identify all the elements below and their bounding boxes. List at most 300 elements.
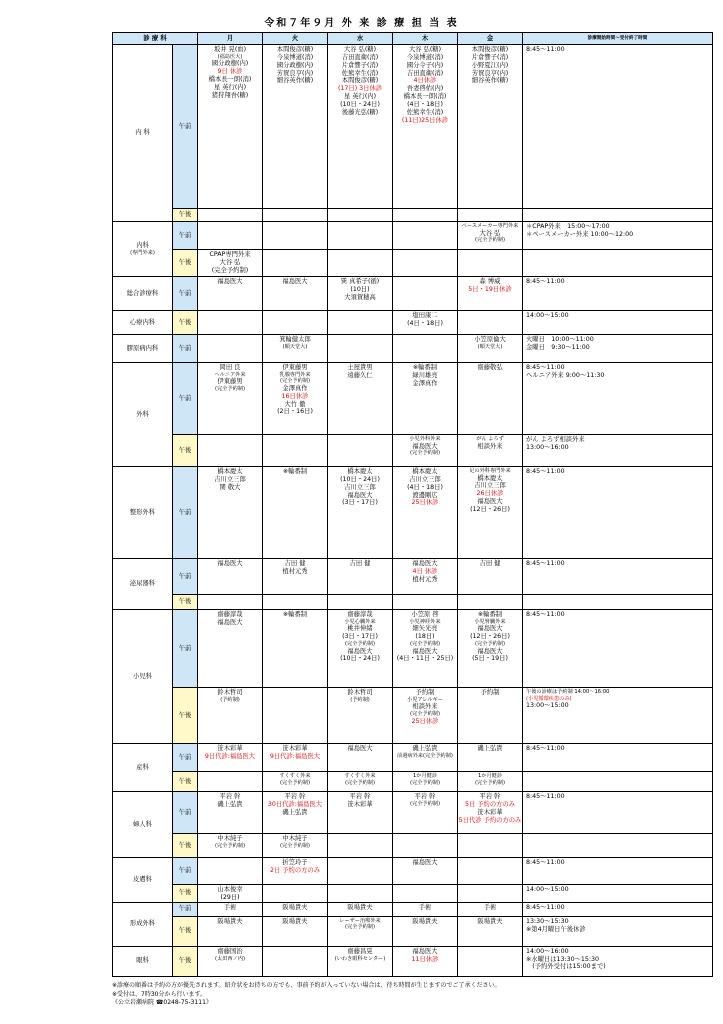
cell-line: 8:45～11:00	[526, 560, 565, 567]
doctor-cell-mon	[198, 559, 263, 595]
cell-line: 吉田直衛(消)	[406, 69, 444, 77]
session-morning: 午前	[173, 858, 198, 885]
cell-line: 吉川立三郎	[409, 475, 441, 483]
department-label: 眼科	[136, 957, 149, 965]
doctor-cell-thu	[393, 885, 458, 903]
cell-line: (4日・18日)	[407, 101, 443, 109]
hours-cell	[523, 595, 713, 610]
doctor-cell-mon	[198, 885, 263, 903]
cell-line: 8:45～11:00	[526, 364, 565, 371]
cell-line: CPAP専門外来	[209, 251, 251, 258]
cell-line: 14:00～15:00	[526, 886, 569, 893]
doctor-cell-wed	[328, 250, 393, 277]
cell-line: (18日)	[415, 633, 435, 641]
doctor-cell-wed	[328, 45, 393, 209]
doctor-cell-tue	[263, 744, 328, 772]
cell-line: (10日・24日)	[340, 101, 380, 109]
doctor-cell-thu	[393, 311, 458, 335]
schedule-row	[113, 792, 713, 834]
cell-line: (29日)	[220, 893, 240, 901]
cell-line: 齋藤淳哉	[217, 611, 243, 618]
doctor-cell-fri	[458, 688, 523, 744]
cell-line: 4日休診	[413, 77, 437, 85]
doctor-cell-mon	[198, 688, 263, 744]
cell-line: 8:45～11:00	[526, 611, 565, 618]
cell-line: (完全予約制)	[345, 924, 375, 931]
cell-line: ※第4月曜日午後休診	[526, 925, 586, 933]
cell-line: ※輪番制	[412, 364, 438, 371]
schedule-row	[113, 834, 713, 858]
cell-line: 阪場貴夫	[282, 903, 308, 911]
doctor-cell-mon	[198, 363, 263, 435]
cell-line: 福島医大	[412, 647, 438, 655]
department-name	[113, 559, 173, 610]
cell-line: 今泉博道(消)	[406, 53, 444, 61]
cell-line: 吉田 健	[349, 560, 371, 567]
session-morning: 午前	[173, 744, 198, 772]
cell-line: (完全予約制)	[345, 641, 375, 648]
doctor-cell-thu	[393, 222, 458, 250]
cell-line: 5日・19日休診	[468, 285, 512, 293]
doctor-cell-wed	[328, 311, 393, 335]
cell-line: 吉川立三郎	[474, 482, 506, 490]
doctor-cell-tue	[263, 222, 328, 250]
cell-line: 伊東藤男	[217, 378, 243, 386]
cell-line: 國分令子(内)	[406, 61, 444, 69]
department-label: 心療内科	[129, 318, 156, 326]
doctor-cell-tue	[263, 688, 328, 744]
session-morning: 午前	[173, 335, 198, 363]
cell-line: 星 英行(内)	[213, 83, 247, 91]
cell-line: 小児神経外来	[409, 618, 441, 625]
footer-notes	[112, 982, 712, 1008]
session-morning: 午前	[173, 222, 198, 250]
department-label: 小児科	[133, 672, 152, 680]
cell-line: (10日・24日)	[340, 655, 380, 663]
cell-line: 星 英行(内)	[343, 93, 377, 101]
cell-line: 笹木彩華	[282, 745, 308, 752]
doctor-cell-mon	[198, 916, 263, 946]
cell-line: 阪場貴夫	[347, 903, 373, 911]
cell-line: 植村元秀	[282, 567, 308, 575]
hours-cell	[523, 435, 713, 467]
doctor-cell-mon	[198, 250, 263, 277]
doctor-cell-fri	[458, 916, 523, 946]
cell-line: 小児アレルギー	[407, 696, 443, 703]
cell-line: 小笠原倫大	[474, 336, 506, 343]
doctor-cell-mon	[198, 834, 263, 858]
schedule-row	[113, 467, 713, 559]
cell-line: 齋藤国治	[217, 947, 243, 955]
cell-line: (完全予約制)	[211, 266, 249, 274]
cell-line: (完全予約制)	[475, 237, 505, 244]
doctor-cell-thu	[393, 335, 458, 363]
cell-line: 小笠原 啓	[411, 611, 439, 618]
cell-line: 福島医大	[217, 560, 243, 567]
session-afternoon: 午後	[173, 209, 198, 222]
cell-line: (完全予約制)	[215, 386, 245, 393]
cell-line: 國分政樹(内)	[276, 61, 314, 69]
cell-line: 吉田 健	[479, 560, 501, 567]
doctor-cell-fri	[458, 363, 523, 435]
cell-line: 11日休診	[411, 955, 439, 963]
hours-cell	[523, 45, 713, 209]
doctor-cell-tue	[263, 311, 328, 335]
schedule-row	[113, 311, 713, 335]
doctor-cell-mon	[198, 772, 263, 792]
department-name	[113, 335, 173, 363]
doctor-cell-fri	[458, 45, 523, 209]
cell-line: 14:00～16:00	[526, 947, 569, 955]
doctor-cell-wed	[328, 467, 393, 559]
cell-line: 土屋貴男	[347, 364, 373, 371]
cell-line: 福島医大	[347, 647, 373, 655]
department-name	[113, 902, 173, 946]
cell-line: (4日・11日・25日)	[396, 655, 454, 663]
cell-line: (完全予約制)	[280, 779, 310, 786]
session-afternoon: 午後	[173, 688, 198, 744]
cell-line: 齋藤昌晃	[347, 947, 373, 955]
cell-line: (予約制)	[220, 696, 240, 703]
header-hours: 診療開始時間～受付終了時間	[523, 33, 713, 45]
cell-line: (順天堂大)	[282, 343, 308, 350]
cell-line: 吾妻啓佑(内)	[406, 85, 444, 93]
schedule-row	[113, 335, 713, 363]
department-label: 産科	[136, 763, 149, 771]
doctor-cell-wed	[328, 772, 393, 792]
hours-cell	[523, 885, 713, 903]
hours-cell	[523, 688, 713, 744]
schedule-row	[113, 772, 713, 792]
cell-line: 中木純子	[282, 835, 308, 842]
schedule-row	[113, 363, 713, 435]
cell-line: ペースメーカー専門外来	[461, 223, 519, 229]
cell-line: 阪場貴夫	[412, 917, 438, 925]
doctor-cell-wed	[328, 834, 393, 858]
cell-line: (4日・18日)	[407, 319, 443, 327]
cell-line: 大谷 弘(糖)	[343, 46, 377, 53]
doctor-cell-wed	[328, 222, 393, 250]
doctor-cell-tue	[263, 858, 328, 885]
cell-line: 小児心臓外来	[344, 618, 376, 625]
cell-line: 福島医大	[477, 647, 503, 655]
doctor-cell-wed	[328, 610, 393, 688]
cell-line: 磯上弘貴	[217, 800, 243, 808]
cell-line: 平岩 幹	[284, 793, 306, 800]
doctor-cell-fri	[458, 902, 523, 916]
cell-line: 中木純子	[217, 835, 243, 842]
cell-line: 細矢光亮	[412, 625, 438, 633]
cell-line: 26日休診	[476, 490, 504, 498]
note-line: 《公立岩瀬病院 ☎0248-75-3111》	[112, 999, 212, 1007]
schedule-row	[113, 559, 713, 595]
doctor-cell-wed	[328, 335, 393, 363]
doctor-cell-tue	[263, 277, 328, 311]
session-morning: 午前	[173, 902, 198, 916]
cell-line: 福島医大	[347, 745, 373, 752]
schedule-row	[113, 688, 713, 744]
cell-line: 13:30～15:30	[526, 917, 569, 925]
session-afternoon: 午後	[173, 250, 198, 277]
doctor-cell-tue	[263, 610, 328, 688]
cell-line: 坂井 晃(血)	[213, 46, 247, 53]
schedule-row	[113, 858, 713, 885]
cell-line: 福島医大	[412, 947, 438, 955]
cell-line: 佐熊幸生(消)	[406, 108, 444, 116]
session-morning: 午前	[173, 277, 198, 311]
schedule-table	[112, 32, 713, 977]
cell-line: ＊ペースメーカー外来 10:00～12:00	[526, 230, 634, 238]
cell-line: 関 敬大	[219, 483, 241, 491]
cell-line: (予約外受付は15:00まで)	[526, 963, 606, 971]
schedule-row	[113, 902, 713, 916]
cell-line: 橋本長一朗(消)	[403, 93, 447, 101]
doctor-cell-fri	[458, 834, 523, 858]
cell-line: 小野夏江(内)	[471, 61, 509, 69]
cell-line: 細谷英作(糖)	[471, 77, 509, 85]
cell-line: (3日・17日)	[342, 499, 378, 507]
hours-cell	[523, 311, 713, 335]
session-morning: 午前	[173, 792, 198, 834]
department-label: 総合診療科	[126, 289, 159, 297]
doctor-cell-fri	[458, 435, 523, 467]
department-label: 内科	[136, 241, 149, 249]
department-label: 内 科	[135, 129, 150, 137]
cell-line: 8:45～11:00	[526, 903, 565, 911]
doctor-cell-mon	[198, 792, 263, 834]
department-name	[113, 363, 173, 467]
cell-line: 30日代診:福島医大	[267, 800, 323, 808]
doctor-cell-fri	[458, 858, 523, 885]
header-day-thu: 木	[393, 33, 458, 45]
cell-line: 磯上弘貴	[477, 745, 503, 752]
cell-line: 本間俊彦(糖)	[341, 77, 379, 85]
doctor-cell-tue	[263, 209, 328, 222]
hours-cell	[523, 902, 713, 916]
doctor-cell-wed	[328, 277, 393, 311]
cell-line: ※水曜日は13:30～15:30	[526, 955, 600, 963]
cell-line: 福島医大	[217, 618, 243, 626]
department-label: 形成外科	[129, 920, 156, 928]
cell-line: 大谷 弘(糖)	[408, 46, 442, 53]
doctor-cell-wed	[328, 363, 393, 435]
cell-line: (完全予約制)	[410, 779, 440, 786]
cell-line: 8:45～11:00	[526, 793, 565, 800]
doctor-cell-tue	[263, 902, 328, 916]
doctor-cell-wed	[328, 209, 393, 222]
cell-line: 9日 休診	[217, 68, 243, 76]
cell-line: 吉川立三郎	[214, 475, 246, 483]
hours-cell	[523, 744, 713, 772]
cell-line: 火曜日 10:00～11:00	[526, 336, 594, 343]
hours-cell	[523, 467, 713, 559]
cell-line: 8:45～11:00	[526, 468, 565, 475]
doctor-cell-tue	[263, 363, 328, 435]
cell-line: 橋本長一朗(消)	[208, 76, 252, 84]
department-name	[113, 744, 173, 792]
department-name	[113, 946, 173, 976]
cell-line: 吉田直衛(消)	[341, 53, 379, 61]
cell-line: 8:45～11:00	[526, 46, 565, 53]
cell-line: 山本俊幸	[217, 886, 243, 893]
doctor-cell-wed	[328, 792, 393, 834]
doctor-cell-thu	[393, 916, 458, 946]
doctor-cell-wed	[328, 688, 393, 744]
doctor-cell-tue	[263, 946, 328, 976]
cell-line: 4日 休診	[412, 567, 438, 575]
doctor-cell-tue	[263, 559, 328, 595]
doctor-cell-tue	[263, 45, 328, 209]
session-morning: 午前	[173, 45, 198, 209]
hours-cell	[523, 772, 713, 792]
doctor-cell-fri	[458, 946, 523, 976]
hours-cell	[523, 277, 713, 311]
cell-line: 伊東藤男	[282, 364, 308, 371]
doctor-cell-tue	[263, 792, 328, 834]
cell-line: (順天堂大)	[477, 343, 503, 350]
session-afternoon: 午後	[173, 772, 198, 792]
doctor-cell-tue	[263, 467, 328, 559]
cell-line: 齋藤淳哉	[347, 611, 373, 618]
cell-line: 平岩 幹	[349, 793, 371, 800]
doctor-cell-thu	[393, 946, 458, 976]
doctor-cell-tue	[263, 335, 328, 363]
header-row	[113, 33, 713, 45]
hours-cell	[523, 335, 713, 363]
note-line: ※受付は、7時30分から行います。	[112, 990, 207, 998]
schedule-row	[113, 744, 713, 772]
doctor-cell-tue	[263, 772, 328, 792]
cell-line: (完全予約制)	[410, 450, 440, 457]
doctor-cell-wed	[328, 744, 393, 772]
cell-line: 遠藤久仁	[347, 371, 373, 379]
doctor-cell-fri	[458, 222, 523, 250]
cell-line: (完全予約制)	[410, 711, 440, 718]
cell-line: すくすく外来	[344, 773, 376, 779]
cell-line: 猪狩翔吾(糖)	[211, 91, 249, 99]
doctor-cell-fri	[458, 250, 523, 277]
cell-line: 桃井伸緒	[347, 625, 373, 633]
department-label: 皮膚科	[133, 875, 152, 883]
hours-cell	[523, 610, 713, 688]
cell-line: 折笠玲子	[282, 859, 308, 866]
cell-line: がん よろず相談外来	[526, 436, 585, 443]
cell-line: 金澤真作	[412, 379, 438, 387]
cell-line: レーザー治療外来	[339, 917, 381, 924]
doctor-cell-thu	[393, 688, 458, 744]
doctor-cell-fri	[458, 595, 523, 610]
session-morning: 午前	[173, 363, 198, 435]
cell-line: 予約制	[480, 689, 500, 696]
cell-line: (17日) 3日休診	[337, 85, 383, 93]
hours-cell	[523, 559, 713, 595]
cell-line: 8:45～11:00	[526, 745, 565, 752]
cell-line: 大谷 弘	[219, 258, 241, 266]
cell-line: 後藤光弘(糖)	[341, 108, 379, 116]
header-day-wed: 水	[328, 33, 393, 45]
hours-cell	[523, 363, 713, 435]
hours-cell	[523, 222, 713, 250]
cell-line: 14:00～15:00	[526, 312, 569, 319]
cell-line: 笹木彩華	[477, 808, 503, 816]
cell-line: 福島医大	[477, 625, 503, 633]
cell-line: ※輪番制	[477, 611, 503, 618]
cell-line: (11日)25日休診	[401, 116, 449, 124]
doctor-cell-thu	[393, 902, 458, 916]
cell-line: 8:45～11:00	[526, 278, 565, 285]
cell-line: (5日・19日)	[472, 655, 508, 663]
hours-cell	[523, 834, 713, 858]
schedule-row	[113, 222, 713, 250]
cell-line: 8:45～11:00	[526, 859, 565, 866]
schedule-row	[113, 595, 713, 610]
cell-line: 大竹 徹	[284, 400, 306, 408]
cell-line: 阪場貴夫	[282, 917, 308, 925]
page-title: 令和７年９月 外 来 診 療 担 当 表	[264, 18, 459, 29]
cell-line: 阪場貴夫	[217, 917, 243, 925]
cell-line: 齋藤敬弘	[477, 364, 503, 371]
cell-line: 阪場貴夫	[477, 917, 503, 925]
cell-line: 本間俊彦(糖)	[471, 46, 509, 53]
doctor-cell-fri	[458, 792, 523, 834]
doctor-cell-mon	[198, 311, 263, 335]
doctor-cell-thu	[393, 209, 458, 222]
cell-line: 福島医大	[412, 859, 438, 866]
cell-line: 今泉博道(消)	[276, 53, 314, 61]
cell-line: (2日・16日)	[277, 408, 313, 416]
doctor-cell-fri	[458, 209, 523, 222]
cell-line: (10日)	[350, 285, 370, 293]
doctor-cell-mon	[198, 277, 263, 311]
cell-line: (小児循環疾患のみ)	[526, 695, 572, 702]
doctor-cell-wed	[328, 595, 393, 610]
cell-line: 13:00～16:00	[526, 443, 569, 451]
cell-line: (完全予約制)	[345, 779, 375, 786]
doctor-cell-wed	[328, 946, 393, 976]
session-afternoon: 午後	[173, 435, 198, 467]
cell-line: 吉田 健	[284, 560, 306, 567]
cell-line: (12日・26日)	[470, 633, 510, 641]
schedule-row	[113, 45, 713, 209]
cell-line: 細谷英作(糖)	[276, 77, 314, 85]
doctor-cell-mon	[198, 595, 263, 610]
doctor-cell-thu	[393, 792, 458, 834]
department-name	[113, 311, 173, 335]
header-day-tue: 火	[263, 33, 328, 45]
cell-line: (完全予約制)	[475, 641, 505, 648]
session-afternoon: 午後	[173, 311, 198, 335]
cell-line: 芳賀良亨(内)	[276, 69, 314, 77]
doctor-cell-fri	[458, 885, 523, 903]
doctor-cell-fri	[458, 335, 523, 363]
cell-line: 笹木彩華	[217, 745, 243, 752]
cell-line: 5日代診 予約の方のみ	[458, 816, 522, 824]
department-label: 外科	[136, 410, 149, 418]
note-line: ※診療の順番は予約の方が優先されます。紹介状をお持ちの方でも、事前予約が入っていない場合は、待ち時間が生じますのでご了承ください。	[112, 982, 501, 989]
cell-line: 午後の診療は予約制 14:00～16:00	[526, 689, 610, 695]
cell-line: 16日休診	[281, 392, 309, 400]
cell-line: ＊CPAP外来 15:00～17:00	[526, 223, 610, 230]
schedule-row	[113, 277, 713, 311]
cell-line: 芳賀良亨(内)	[471, 69, 509, 77]
cell-line: 2日 予約の方のみ	[269, 866, 321, 874]
cell-line: すくすく外来	[279, 773, 311, 779]
department-name	[113, 467, 173, 559]
header-day-mon: 月	[198, 33, 263, 45]
cell-line: 佐熊幸生(消)	[341, 69, 379, 77]
hours-cell	[523, 792, 713, 834]
doctor-cell-thu	[393, 595, 458, 610]
